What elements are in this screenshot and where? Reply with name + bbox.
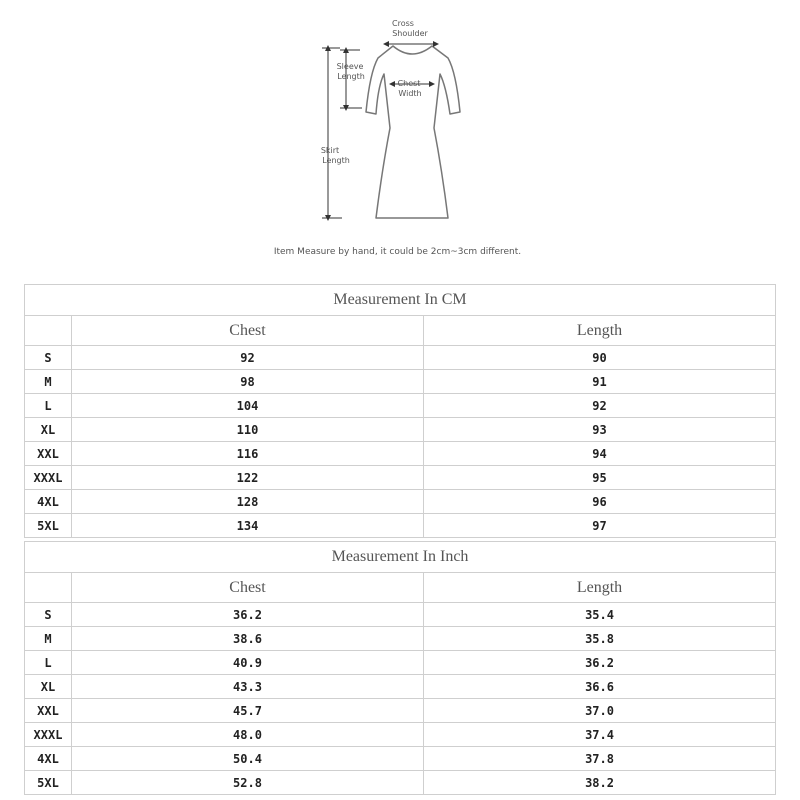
table-title-inch: Measurement In Inch bbox=[25, 542, 776, 573]
size-label: 5XL bbox=[25, 771, 72, 795]
size-label: S bbox=[25, 346, 72, 370]
chest-value: 38.6 bbox=[72, 627, 424, 651]
table-row bbox=[25, 370, 776, 394]
size-label: 4XL bbox=[25, 747, 72, 771]
measurement-note: Item Measure by hand, it could be 2cm~3cm different. bbox=[273, 247, 522, 257]
table-title-cm: Measurement In CM bbox=[25, 285, 776, 316]
chest-value: 98 bbox=[72, 370, 424, 394]
length-value: 91 bbox=[424, 370, 776, 394]
chest-value: 36.2 bbox=[72, 603, 424, 627]
chest-value: 104 bbox=[72, 394, 424, 418]
length-value: 35.8 bbox=[424, 627, 776, 651]
dress-outline bbox=[366, 46, 460, 218]
column-header-length: Length bbox=[424, 316, 776, 346]
table-row bbox=[25, 603, 776, 627]
length-value: 96 bbox=[424, 490, 776, 514]
chest-value: 52.8 bbox=[72, 771, 424, 795]
chest-value: 50.4 bbox=[72, 747, 424, 771]
length-value: 37.4 bbox=[424, 723, 776, 747]
skirt-length-label-1: Skirt bbox=[320, 146, 340, 155]
corner-cell bbox=[25, 573, 72, 603]
chest-value: 122 bbox=[72, 466, 424, 490]
table-row bbox=[25, 723, 776, 747]
chest-value: 48.0 bbox=[72, 723, 424, 747]
size-label: XL bbox=[25, 418, 72, 442]
size-label: XXXL bbox=[25, 466, 72, 490]
length-value: 35.4 bbox=[424, 603, 776, 627]
chest-value: 110 bbox=[72, 418, 424, 442]
dress-outline-illustration bbox=[0, 0, 800, 240]
length-value: 94 bbox=[424, 442, 776, 466]
length-value: 90 bbox=[424, 346, 776, 370]
chest-value: 134 bbox=[72, 514, 424, 538]
length-value: 92 bbox=[424, 394, 776, 418]
chest-value: 45.7 bbox=[72, 699, 424, 723]
size-label: XXL bbox=[25, 699, 72, 723]
chest-width-label-2: Width bbox=[398, 89, 422, 98]
length-value: 36.2 bbox=[424, 651, 776, 675]
size-label: S bbox=[25, 603, 72, 627]
sleeve-length-label-1: Sleeve bbox=[336, 62, 364, 71]
length-value: 36.6 bbox=[424, 675, 776, 699]
skirt-length-label-2: Length bbox=[322, 156, 350, 165]
length-value: 93 bbox=[424, 418, 776, 442]
size-label: M bbox=[25, 370, 72, 394]
length-value: 97 bbox=[424, 514, 776, 538]
chest-value: 43.3 bbox=[72, 675, 424, 699]
sleeve-length-label-2: Length bbox=[337, 72, 365, 81]
size-label: 4XL bbox=[25, 490, 72, 514]
cross-shoulder-label-2: Shoulder bbox=[392, 29, 428, 38]
table-row bbox=[25, 490, 776, 514]
length-value: 95 bbox=[424, 466, 776, 490]
table-row bbox=[25, 771, 776, 795]
size-table-cm bbox=[24, 284, 776, 538]
size-label: L bbox=[25, 651, 72, 675]
table-row bbox=[25, 675, 776, 699]
length-value: 38.2 bbox=[424, 771, 776, 795]
table-row bbox=[25, 394, 776, 418]
table-row bbox=[25, 418, 776, 442]
chest-value: 92 bbox=[72, 346, 424, 370]
chest-width-label-1: Chest bbox=[397, 79, 421, 88]
table-row bbox=[25, 466, 776, 490]
size-label: M bbox=[25, 627, 72, 651]
table-row bbox=[25, 514, 776, 538]
size-label: XXXL bbox=[25, 723, 72, 747]
size-label: XL bbox=[25, 675, 72, 699]
length-value: 37.8 bbox=[424, 747, 776, 771]
size-label: L bbox=[25, 394, 72, 418]
cross-shoulder-label-1: Cross bbox=[392, 19, 414, 28]
corner-cell bbox=[25, 316, 72, 346]
length-value: 37.0 bbox=[424, 699, 776, 723]
size-label: XXL bbox=[25, 442, 72, 466]
table-row bbox=[25, 627, 776, 651]
column-header-length: Length bbox=[424, 573, 776, 603]
column-header-chest: Chest bbox=[72, 316, 424, 346]
chest-value: 128 bbox=[72, 490, 424, 514]
size-table-inch bbox=[24, 541, 776, 795]
dress-measurement-diagram bbox=[0, 0, 800, 240]
table-row bbox=[25, 442, 776, 466]
table-row bbox=[25, 699, 776, 723]
column-header-chest: Chest bbox=[72, 573, 424, 603]
table-row bbox=[25, 651, 776, 675]
chest-value: 116 bbox=[72, 442, 424, 466]
chest-value: 40.9 bbox=[72, 651, 424, 675]
table-row bbox=[25, 346, 776, 370]
table-row bbox=[25, 747, 776, 771]
size-label: 5XL bbox=[25, 514, 72, 538]
